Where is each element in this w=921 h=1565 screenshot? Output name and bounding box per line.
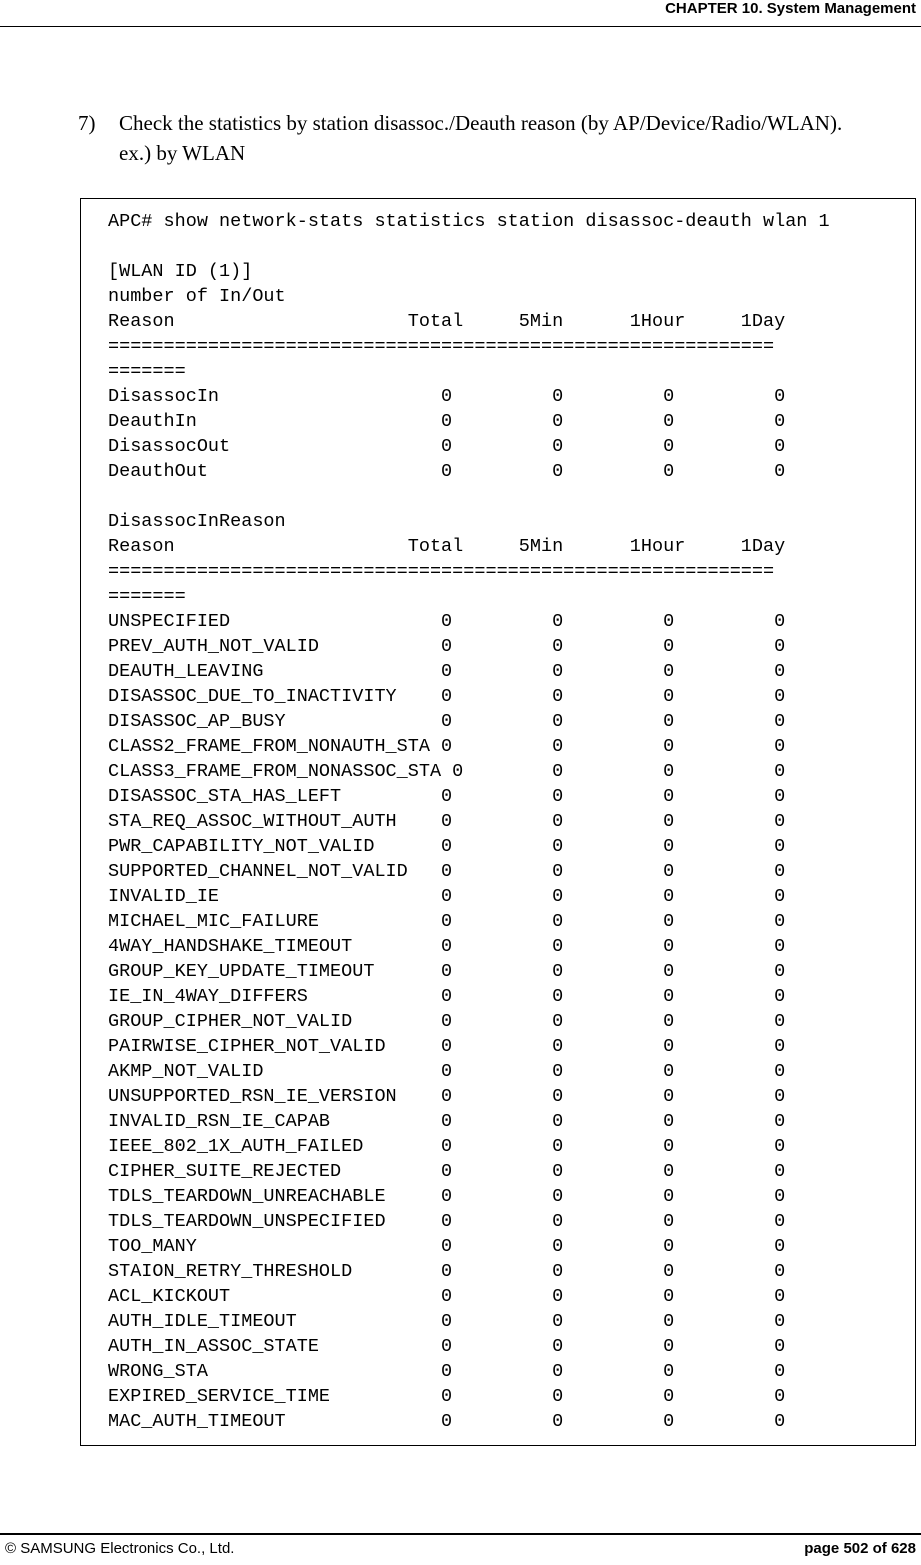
code-line: INVALID_IE 0 0 0 0 <box>108 886 786 907</box>
code-line: INVALID_RSN_IE_CAPAB 0 0 0 0 <box>108 1111 786 1132</box>
code-line: [WLAN ID (1)] <box>108 261 253 282</box>
code-line: ============================================================ <box>108 561 775 582</box>
header-divider <box>0 26 921 27</box>
code-line: ============================================================ <box>108 336 775 357</box>
code-line: 4WAY_HANDSHAKE_TIMEOUT 0 0 0 0 <box>108 936 786 957</box>
code-line: CIPHER_SUITE_REJECTED 0 0 0 0 <box>108 1161 786 1182</box>
code-line: PAIRWISE_CIPHER_NOT_VALID 0 0 0 0 <box>108 1036 786 1057</box>
code-line: SUPPORTED_CHANNEL_NOT_VALID 0 0 0 0 <box>108 861 786 882</box>
code-line: DisassocOut 0 0 0 0 <box>108 436 786 457</box>
code-line: DISASSOC_DUE_TO_INACTIVITY 0 0 0 0 <box>108 686 786 707</box>
code-line: GROUP_KEY_UPDATE_TIMEOUT 0 0 0 0 <box>108 961 786 982</box>
code-line: TDLS_TEARDOWN_UNREACHABLE 0 0 0 0 <box>108 1186 786 1207</box>
step-instruction: Check the statistics by station disassoc./Deauth reason (by AP/Device/Radio/WLAN). <box>119 111 843 135</box>
code-line: EXPIRED_SERVICE_TIME 0 0 0 0 <box>108 1386 786 1407</box>
code-line: PREV_AUTH_NOT_VALID 0 0 0 0 <box>108 636 786 657</box>
code-line: IEEE_802_1X_AUTH_FAILED 0 0 0 0 <box>108 1136 786 1157</box>
code-line: IE_IN_4WAY_DIFFERS 0 0 0 0 <box>108 986 786 1007</box>
step-number: 7) <box>78 111 96 135</box>
code-line: Reason Total 5Min 1Hour 1Day <box>108 311 786 332</box>
code-line: CLASS2_FRAME_FROM_NONAUTH_STA 0 0 0 0 <box>108 736 786 757</box>
code-line: STA_REQ_ASSOC_WITHOUT_AUTH 0 0 0 0 <box>108 811 786 832</box>
code-line: WRONG_STA 0 0 0 0 <box>108 1361 786 1382</box>
cli-output-box <box>80 198 916 1446</box>
code-line: ======= <box>108 361 186 382</box>
code-line: DeauthOut 0 0 0 0 <box>108 461 786 482</box>
code-line: ACL_KICKOUT 0 0 0 0 <box>108 1286 786 1307</box>
code-line: AUTH_IN_ASSOC_STATE 0 0 0 0 <box>108 1336 786 1357</box>
code-line: MAC_AUTH_TIMEOUT 0 0 0 0 <box>108 1411 786 1432</box>
code-line <box>108 484 830 509</box>
code-line: PWR_CAPABILITY_NOT_VALID 0 0 0 0 <box>108 836 786 857</box>
code-line: GROUP_CIPHER_NOT_VALID 0 0 0 0 <box>108 1011 786 1032</box>
code-line: number of In/Out <box>108 286 286 307</box>
code-line: CLASS3_FRAME_FROM_NONASSOC_STA 0 0 0 0 <box>108 761 786 782</box>
code-line: UNSUPPORTED_RSN_IE_VERSION 0 0 0 0 <box>108 1086 786 1107</box>
cli-output <box>108 209 830 1434</box>
page-number: page 502 of 628 <box>804 1540 916 1557</box>
code-line: AKMP_NOT_VALID 0 0 0 0 <box>108 1061 786 1082</box>
code-line: Reason Total 5Min 1Hour 1Day <box>108 536 786 557</box>
code-line <box>108 234 830 259</box>
code-line: STAION_RETRY_THRESHOLD 0 0 0 0 <box>108 1261 786 1282</box>
code-line: UNSPECIFIED 0 0 0 0 <box>108 611 786 632</box>
code-line: DisassocIn 0 0 0 0 <box>108 386 786 407</box>
code-line: DISASSOC_AP_BUSY 0 0 0 0 <box>108 711 786 732</box>
code-line: TDLS_TEARDOWN_UNSPECIFIED 0 0 0 0 <box>108 1211 786 1232</box>
code-line: ======= <box>108 586 186 607</box>
code-line: MICHAEL_MIC_FAILURE 0 0 0 0 <box>108 911 786 932</box>
footer-divider <box>0 1533 921 1535</box>
code-line: DisassocInReason <box>108 511 286 532</box>
code-line: DEAUTH_LEAVING 0 0 0 0 <box>108 661 786 682</box>
code-line: TOO_MANY 0 0 0 0 <box>108 1236 786 1257</box>
code-line: AUTH_IDLE_TIMEOUT 0 0 0 0 <box>108 1311 786 1332</box>
chapter-title: CHAPTER 10. System Management <box>665 0 916 17</box>
code-line: APC# show network-stats statistics station disassoc-deauth wlan 1 <box>108 211 830 232</box>
copyright: © SAMSUNG Electronics Co., Ltd. <box>5 1540 235 1557</box>
code-line: DeauthIn 0 0 0 0 <box>108 411 786 432</box>
code-line: DISASSOC_STA_HAS_LEFT 0 0 0 0 <box>108 786 786 807</box>
step-example: ex.) by WLAN <box>119 141 246 165</box>
